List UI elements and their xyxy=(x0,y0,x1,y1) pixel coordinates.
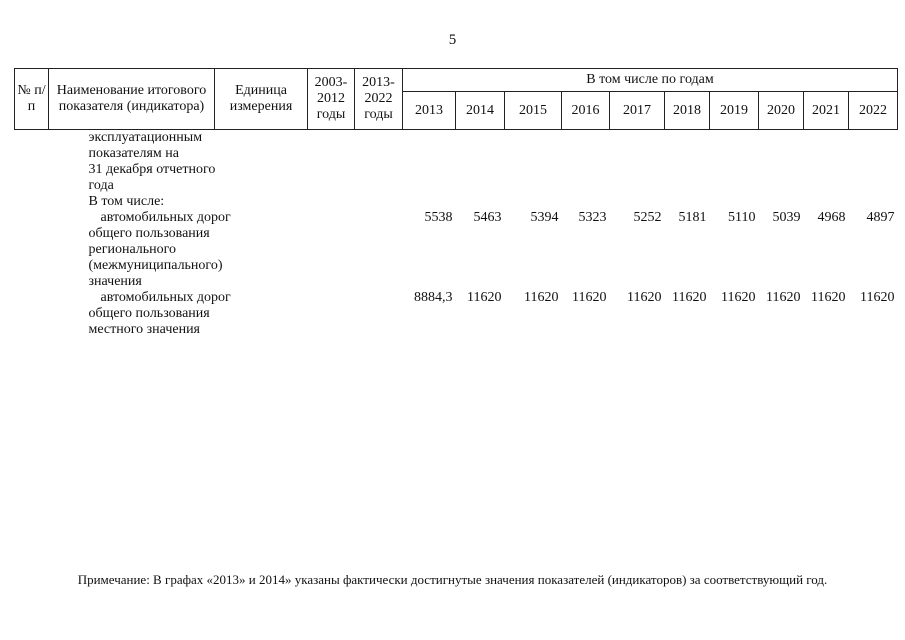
row-num-cell xyxy=(15,130,49,211)
value-cell-2022: 11620 xyxy=(860,290,895,305)
value-cell-2019: 5110 xyxy=(728,210,756,225)
row-name-line: эксплуатационным xyxy=(88,130,203,145)
value-cell-2013: 8884,3 xyxy=(414,290,453,305)
row-name-line: регионального xyxy=(88,242,177,257)
row-period-cell xyxy=(355,210,403,290)
value-cell-2014: 5463 xyxy=(473,210,502,225)
page-number: 5 xyxy=(448,32,457,48)
value-cell-2018: 11620 xyxy=(672,290,707,305)
value-cell-2021: 11620 xyxy=(811,290,846,305)
row-num-cell xyxy=(15,290,49,338)
header-year-2022: 2022 xyxy=(849,92,898,130)
value-cell-2015: 11620 xyxy=(524,290,559,305)
value-cell-2017 xyxy=(610,130,665,211)
header-year-2017: 2017 xyxy=(610,92,665,130)
value-cell-2013: 5538 xyxy=(424,210,453,225)
value-cell-2014 xyxy=(456,130,505,211)
row-name-line: показателям на xyxy=(88,146,180,161)
table-row xyxy=(15,210,898,290)
value-cell-2014: 11620 xyxy=(467,290,502,305)
footnote: Примечание: В графах «2013» и 2014» указаны фактически достигнутые значения показателей (индикаторов) за соответствующий год. xyxy=(77,572,828,587)
header-year-2014: 2014 xyxy=(456,92,505,130)
row-name-cell xyxy=(49,210,355,290)
row-name-line: (межмуниципального) xyxy=(88,258,223,273)
value-cell-2018 xyxy=(665,130,710,211)
value-cell-2020: 11620 xyxy=(766,290,801,305)
header-num: № п/п xyxy=(15,69,49,130)
header-year-2018: 2018 xyxy=(665,92,710,130)
row-name-line: значения xyxy=(88,274,142,289)
header-year-2020: 2020 xyxy=(759,92,804,130)
indicators-table xyxy=(14,68,898,338)
row-name-line: местного значения xyxy=(88,322,200,337)
table-row xyxy=(15,130,898,211)
row-name-line: общего пользования xyxy=(88,226,210,241)
row-name-line: В том числе: xyxy=(88,194,165,209)
value-cell-2022: 4897 xyxy=(866,210,895,225)
value-cell-2015 xyxy=(505,130,562,211)
value-cell-2013 xyxy=(403,130,456,211)
header-by-years: В том числе по годам xyxy=(403,69,898,92)
row-name-cell xyxy=(49,290,355,338)
header-name: Наименование итогового показателя (индикатора) xyxy=(49,69,215,130)
value-cell-2021: 4968 xyxy=(817,210,846,225)
row-name-line: автомобильных дорог xyxy=(100,210,231,225)
value-cell-2016: 5323 xyxy=(578,210,607,225)
row-period-cell xyxy=(355,290,403,338)
value-cell-2020: 5039 xyxy=(772,210,801,225)
value-cell-2016 xyxy=(562,130,610,211)
value-cell-2021 xyxy=(804,130,849,211)
value-cell-2018: 5181 xyxy=(678,210,707,225)
value-cell-2019 xyxy=(710,130,759,211)
row-name-cell xyxy=(49,130,355,211)
header-period-2003-2012: 2003-2012 годы xyxy=(308,69,355,130)
header-year-2015: 2015 xyxy=(505,92,562,130)
row-name-line: автомобильных дорог xyxy=(100,290,231,305)
value-cell-2017: 5252 xyxy=(633,210,662,225)
header-unit: Единица измерения xyxy=(215,69,308,130)
row-name-line: 31 декабря отчетного xyxy=(88,162,216,177)
header-year-2013: 2013 xyxy=(403,92,456,130)
row-name-line: года xyxy=(88,178,114,193)
value-cell-2022 xyxy=(849,130,898,211)
table-row xyxy=(15,290,898,338)
header-year-2019: 2019 xyxy=(710,92,759,130)
header-period-2013-2022: 2013-2022 годы xyxy=(355,69,403,130)
row-period-cell xyxy=(355,130,403,211)
header-year-2021: 2021 xyxy=(804,92,849,130)
value-cell-2019: 11620 xyxy=(721,290,756,305)
value-cell-2020 xyxy=(759,130,804,211)
header-year-2016: 2016 xyxy=(562,92,610,130)
row-num-cell xyxy=(15,210,49,290)
value-cell-2016: 11620 xyxy=(572,290,607,305)
row-name-line: общего пользования xyxy=(88,306,210,321)
value-cell-2017: 11620 xyxy=(627,290,662,305)
value-cell-2015: 5394 xyxy=(530,210,559,225)
